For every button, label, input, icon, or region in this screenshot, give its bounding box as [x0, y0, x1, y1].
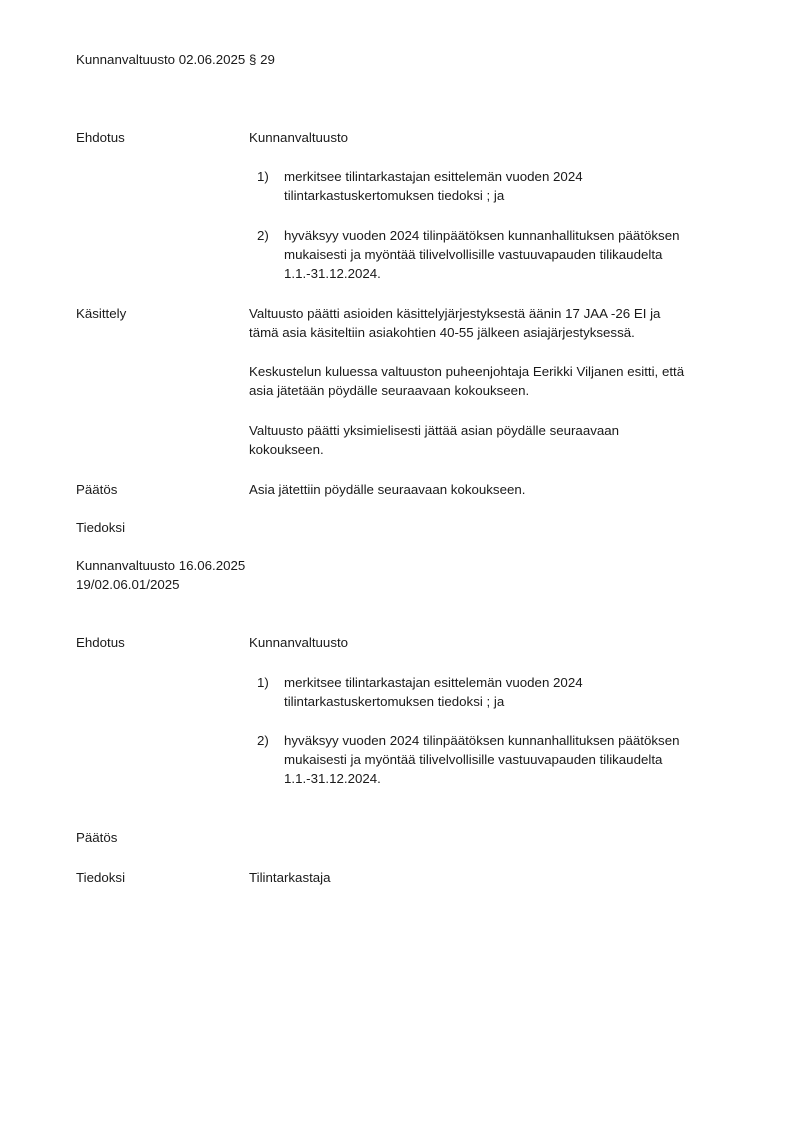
item-number: 1)	[257, 169, 269, 184]
item-line: mukaisesti ja myöntää tilivelvollisille vastuuvapauden tilikaudelta	[284, 752, 663, 767]
ehdotus-intro: Kunnanvaltuusto	[249, 635, 349, 650]
item-line: merkitsee tilintarkastajan esittelemän vuoden 2024	[284, 675, 583, 690]
kasittely-text: tämä asia käsiteltiin asiakohtien 40-55 jälkeen asiajärjestyksessä.	[249, 325, 635, 340]
item-number: 2)	[257, 228, 269, 243]
item-line: 1.1.-31.12.2024.	[284, 266, 381, 281]
item-line: 1.1.-31.12.2024.	[284, 771, 381, 786]
item-line: hyväksyy vuoden 2024 tilinpäätöksen kunnanhallituksen päätöksen	[284, 733, 680, 748]
tiedoksi-text: Tilintarkastaja	[249, 870, 331, 885]
kasittely-label: Käsittely	[76, 306, 127, 321]
item-number: 2)	[257, 733, 269, 748]
tiedoksi-label: Tiedoksi	[76, 520, 126, 535]
kasittely-text: asia jätetään pöydälle seuraavaan kokoukseen.	[249, 383, 530, 398]
item-line: merkitsee tilintarkastajan esittelemän vuoden 2024	[284, 169, 583, 184]
item-line: tilintarkastuskertomuksen tiedoksi ; ja	[284, 694, 505, 709]
meeting-header: Kunnanvaltuusto 02.06.2025 § 29	[76, 52, 275, 67]
paatos-label: Päätös	[76, 830, 118, 845]
item-line: hyväksyy vuoden 2024 tilinpäätöksen kunnanhallituksen päätöksen	[284, 228, 680, 243]
kasittely-text: Valtuusto päätti asioiden käsittelyjärjestyksestä äänin 17 JAA -26 EI ja	[249, 306, 661, 321]
item-line: tilintarkastuskertomuksen tiedoksi ; ja	[284, 188, 505, 203]
kasittely-text: Valtuusto päätti yksimielisesti jättää asian pöydälle seuraavaan	[249, 423, 620, 438]
ehdotus-intro: Kunnanvaltuusto	[249, 130, 349, 145]
meeting-header-2: Kunnanvaltuusto 16.06.2025	[76, 558, 246, 573]
kasittely-text: kokoukseen.	[249, 442, 324, 457]
ehdotus-label: Ehdotus	[76, 130, 125, 145]
item-number: 1)	[257, 675, 269, 690]
tiedoksi-label: Tiedoksi	[76, 870, 126, 885]
kasittely-text: Keskustelun kuluessa valtuuston puheenjohtaja Eerikki Viljanen esitti, että	[249, 364, 685, 379]
item-line: mukaisesti ja myöntää tilivelvollisille vastuuvapauden tilikaudelta	[284, 247, 663, 262]
paatos-text: Asia jätettiin pöydälle seuraavaan kokoukseen.	[249, 482, 526, 497]
case-number: 19/02.06.01/2025	[76, 577, 180, 592]
ehdotus-label: Ehdotus	[76, 635, 125, 650]
paatos-label: Päätös	[76, 482, 118, 497]
